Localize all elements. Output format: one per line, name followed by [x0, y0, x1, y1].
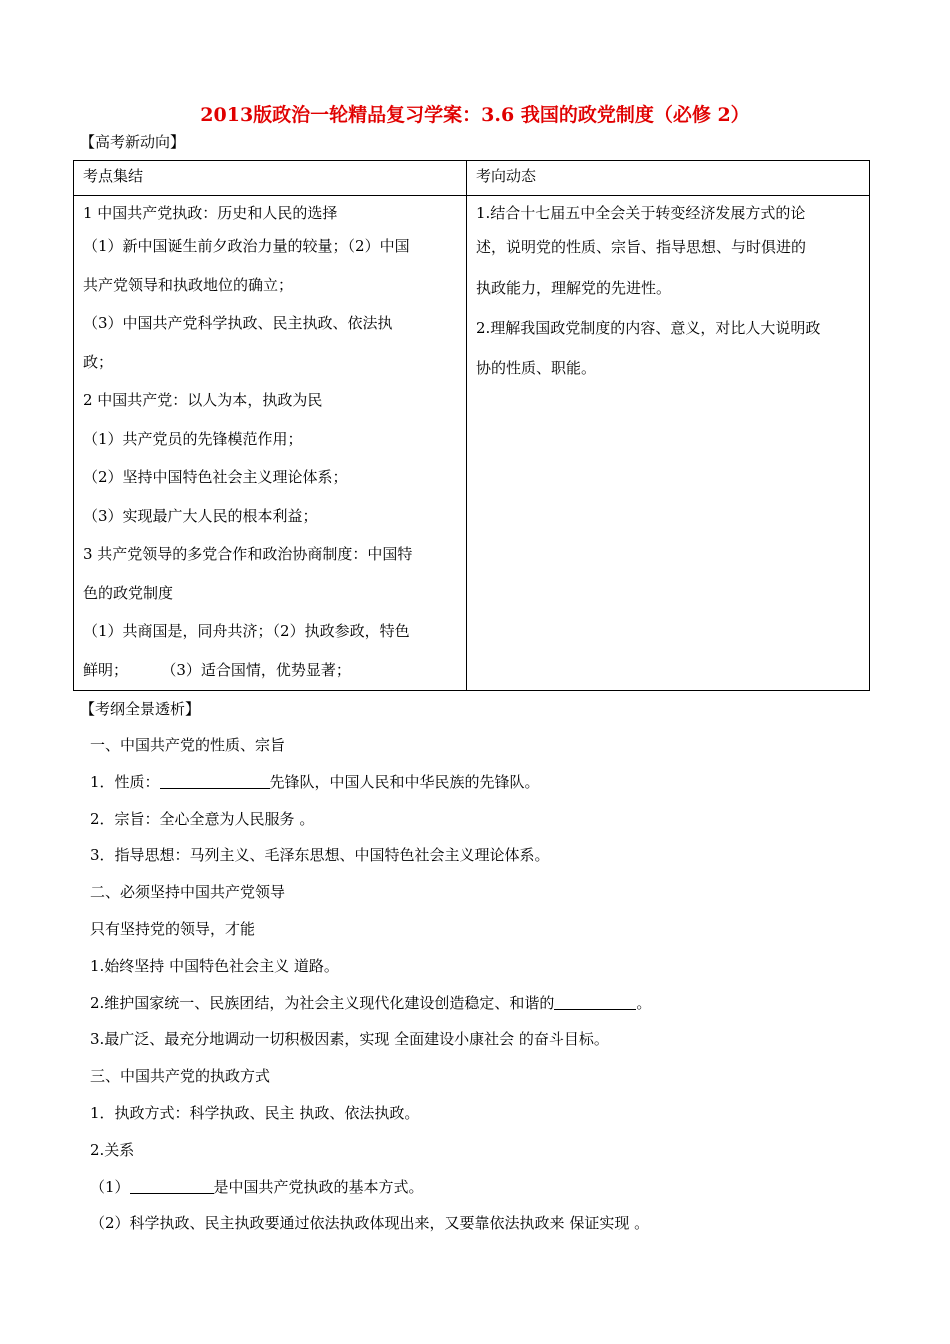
- cell-line: 2 中国共产党：以人为本，执政为民: [83, 391, 323, 409]
- heading-governance: 三、中国共产党的执政方式: [90, 1067, 271, 1086]
- cell-line: 共产党领导和执政地位的确立；: [83, 275, 294, 294]
- text-line: [90, 764, 890, 801]
- page-title: 2013版政治一轮精品复习学案：3.6 我国的政党制度（必修 2）: [200, 104, 750, 126]
- text-line: [90, 985, 890, 1022]
- section-heading-trends: 【高考新动向】: [80, 133, 186, 151]
- text-span: 是中国共产党执政的基本方式。: [213, 1177, 424, 1196]
- cell-line: 鲜明； （3）适合国情，优势显著；: [83, 660, 351, 679]
- header-exam-points: 考点集结: [74, 161, 467, 196]
- cell-line: （2）坚持中国特色社会主义理论体系；: [83, 468, 348, 486]
- text-span: 先锋队，中国人民和中华民族的先锋队。: [269, 772, 540, 791]
- text-line: （2）科学执政、民主执政要通过依法执政体现出来，又要靠依法执政来 保证实现 。: [90, 1214, 650, 1233]
- text-line: 2.关系: [90, 1140, 135, 1159]
- section-heading-outline: 【考纲全景透析】: [80, 700, 201, 718]
- table-content-row: [74, 196, 870, 691]
- header-trends: 考向动态: [467, 161, 870, 196]
- fill-blank[interactable]: [160, 772, 270, 789]
- exam-points-cell: [74, 196, 467, 691]
- text-line: [90, 1169, 890, 1206]
- cell-line: （3）中国共产党科学执政、民主执政、依法执: [83, 314, 393, 332]
- fill-blank[interactable]: [554, 993, 636, 1010]
- text-line: 1．执政方式：科学执政、民主 执政、依法执政。: [90, 1103, 420, 1122]
- cell-line: 政；: [83, 352, 114, 371]
- outline-body: [90, 727, 890, 1242]
- text-span: 2.维护国家统一、民族团结，为社会主义现代化建设创造稳定、和谐的: [90, 993, 555, 1012]
- text-line: 只有坚持党的领导，才能: [90, 919, 256, 938]
- table-header-row: [74, 161, 870, 196]
- text-span: 1．性质：: [90, 772, 160, 791]
- heading-leadership: 二、必须坚持中国共产党领导: [90, 883, 286, 902]
- fill-blank[interactable]: [130, 1177, 214, 1194]
- cell-line: 1.结合十七届五中全会关于转变经济发展方式的论: [476, 204, 806, 222]
- heading-nature: 一、中国共产党的性质、宗旨: [90, 736, 286, 754]
- cell-line: 2.理解我国政党制度的内容、意义，对比人大说明政: [476, 319, 821, 337]
- cell-line: 3 共产党领导的多党合作和政治协商制度：中国特: [83, 545, 413, 563]
- text-line: 1.始终坚持 中国特色社会主义 道路。: [90, 956, 339, 975]
- text-line: 2．宗旨：全心全意为人民服务 。: [90, 809, 315, 828]
- text-line: 3.最广泛、最充分地调动一切积极因素，实现 全面建设小康社会 的奋斗目标。: [90, 1030, 609, 1049]
- cell-line: 1 中国共产党执政：历史和人民的选择: [83, 204, 338, 222]
- cell-line: 述，说明党的性质、宗旨、指导思想、与时俱进的: [476, 238, 807, 256]
- cell-line: 执政能力，理解党的先进性。: [476, 279, 672, 297]
- cell-line: （1）共产党员的先锋模范作用；: [83, 429, 303, 448]
- text-span: 。: [636, 993, 652, 1012]
- cell-line: （1）共商国是，同舟共济；（2）执政参政，特色: [83, 622, 410, 640]
- cell-line: （1）新中国诞生前夕政治力量的较量；（2）中国: [83, 237, 410, 255]
- cell-line: （3）实现最广大人民的根本利益；: [83, 506, 318, 525]
- cell-line: 协的性质、职能。: [476, 358, 597, 377]
- cell-line: 色的政党制度: [83, 583, 174, 602]
- text-span: （1）: [90, 1177, 130, 1196]
- trends-cell: [467, 196, 870, 691]
- exam-points-table: [73, 160, 870, 691]
- text-line: 3．指导思想：马列主义、毛泽东思想、中国特色社会主义理论体系。: [90, 846, 550, 865]
